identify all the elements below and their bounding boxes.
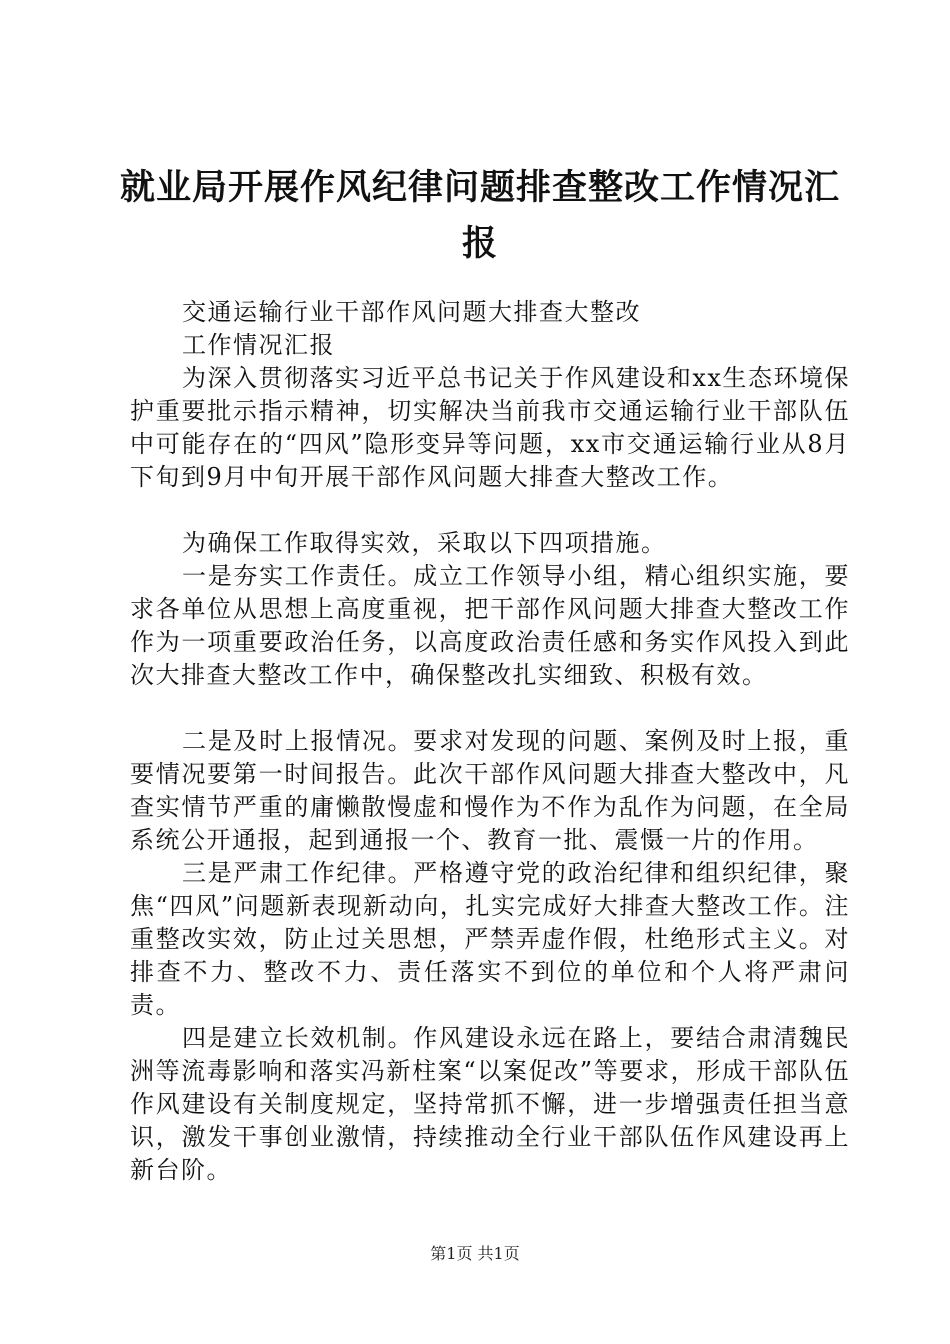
paragraph-measure-1: 一是夯实工作责任。成立工作领导小组，精心组织实施，要求各单位从思想上高度重视，把干部作风问题大排查大整改工作作为一项重要政治任务，以高度政治责任感和务实作风投入到此次大排查大整改工作中，确保整改扎实细致、积极有效。 — [130, 562, 850, 689]
paragraph-subtitle-2: 工作情况汇报 — [182, 331, 335, 359]
page-footer: 第1页 共1页 — [430, 1244, 520, 1263]
document-title: 就业局开展作风纪律问题排查整改工作情况汇报 — [120, 168, 841, 264]
paragraph-measure-3: 三是严肃工作纪律。严格遵守党的政治纪律和组织纪律，聚焦“四风”问题新表现新动向，扎实完成好大排查大整改工作。注重整改实效，防止过关思想，严禁弄虚作假，杜绝形式主义。对排查不力、整改不力、责任落实不到位的单位和个人将严肃问责。 — [130, 859, 850, 1019]
paragraph-measures-intro: 为确保工作取得实效，采取以下四项措施。 — [182, 529, 667, 557]
paragraph-measure-2: 二是及时上报情况。要求对发现的问题、案例及时上报，重要情况要第一时间报告。此次干部作风问题大排查大整改中，凡查实情节严重的庸懒散慢虚和慢作为不作为乱作为问题，在全局系统公开通报，起到通报一个、教育一批、震慑一片的作用。 — [130, 727, 850, 854]
paragraph-subtitle-1: 交通运输行业干部作风问题大排查大整改 — [182, 298, 641, 326]
document-body — [130, 296, 850, 1187]
paragraph-intro: 为深入贯彻落实习近平总书记关于作风建设和xx生态环境保护重要批示指示精神，切实解决当前我市交通运输行业干部队伍中可能存在的“四风”隐形变异等问题，xx市交通运输行业从8月下旬到9月中旬开展干部作风问题大排查大整改工作。 — [130, 364, 850, 491]
paragraph-measure-4: 四是建立长效机制。作风建设永远在路上，要结合肃清魏民洲等流毒影响和落实冯新柱案“以案促改”等要求，形成干部队伍作风建设有关制度规定，坚持常抓不懈，进一步增强责任担当意识，激发干事创业激情，持续推动全行业干部队伍作风建设再上新台阶。 — [130, 1024, 850, 1184]
